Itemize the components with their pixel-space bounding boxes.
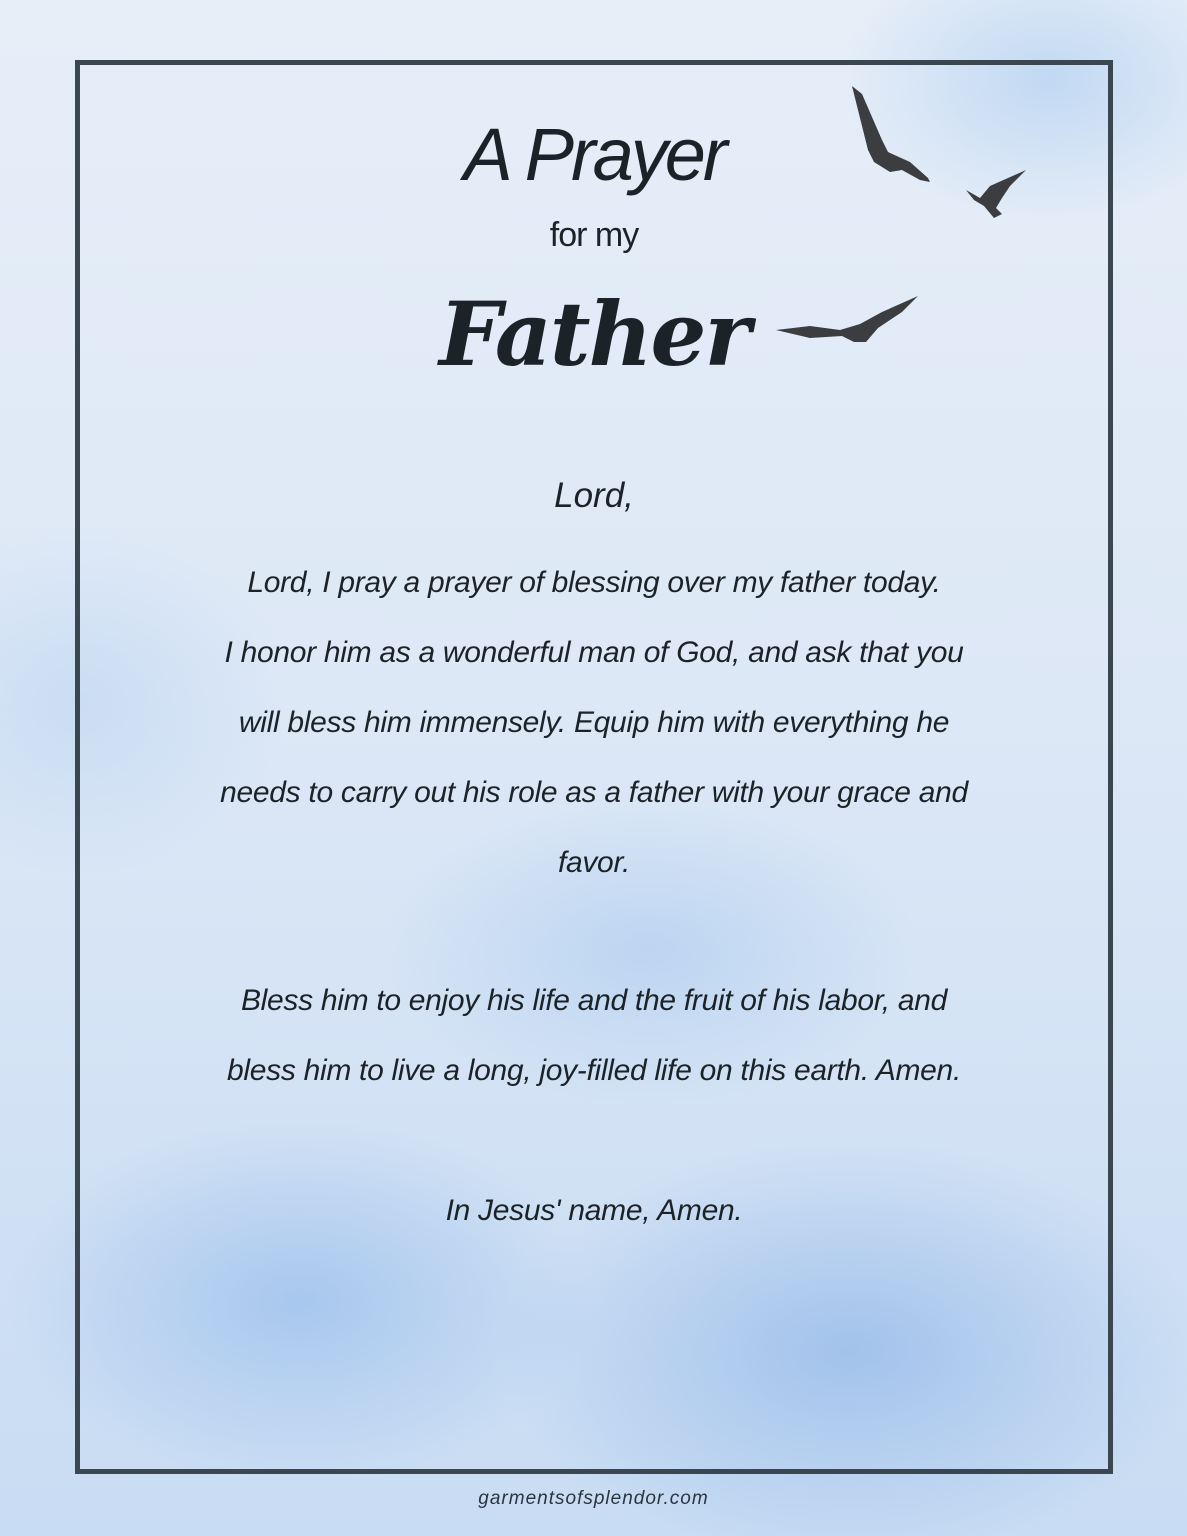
paragraph2-line: bless him to live a long, joy-filled life on this earth. Amen. bbox=[227, 1054, 961, 1087]
footer-website: garmentsofsplendor.com bbox=[478, 1488, 709, 1509]
salutation: Lord, bbox=[554, 476, 634, 515]
closing: In Jesus' name, Amen. bbox=[445, 1194, 743, 1227]
paragraph1-line: Lord, I pray a prayer of blessing over my father today. bbox=[247, 566, 941, 599]
paragraph1-line: needs to carry out his role as a father with your grace and bbox=[220, 776, 968, 809]
paragraph2-line: Bless him to enjoy his life and the fruit of his labor, and bbox=[240, 984, 948, 1017]
title-line2: for my bbox=[549, 216, 639, 254]
paragraph1-line: will bless him immensely. Equip him with everything he bbox=[238, 706, 950, 739]
paragraph1-line: I honor him as a wonderful man of God, and ask that you bbox=[224, 636, 964, 669]
title-line1: A Prayer bbox=[463, 113, 725, 196]
title-line3: Father bbox=[439, 282, 749, 386]
paragraph1-line: favor. bbox=[557, 846, 631, 879]
